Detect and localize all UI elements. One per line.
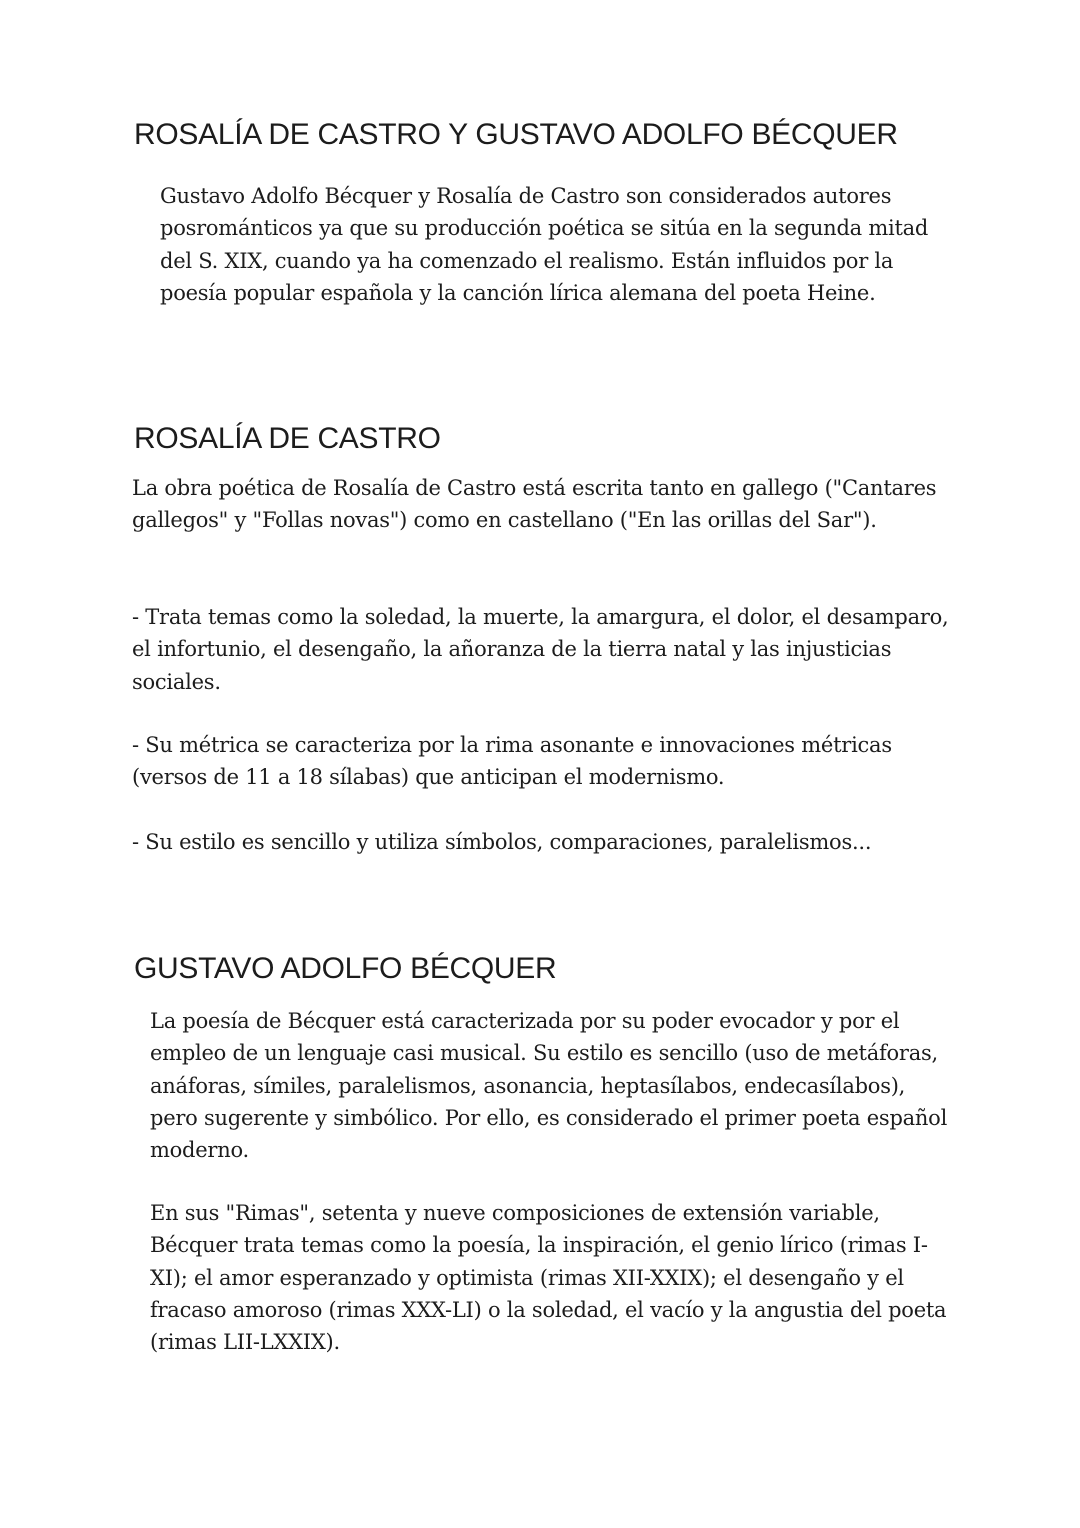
intro-heading: ROSALÍA DE CASTRO Y GUSTAVO ADOLFO BÉCQUER [134,118,898,151]
intro-paragraph: Gustavo Adolfo Bécquer y Rosalía de Castro son considerados autores posrománticos ya que su producción poética se sitúa en la segunda mitad del S. XIX, cuando ya ha comenzado el realismo. Están influidos por la poesía popular española y la canción lírica alemana del poeta Heine. [160,184,929,305]
becquer-paragraph-poesia: La poesía de Bécquer está caracterizada por su poder evocador y por el empleo de un lenguaje casi musical. Su estilo es sencillo (uso de metáforas, anáforas, símiles, paralelismos, asonancia, heptasílabos, endecasílabos), pero sugerente y simbólico. Por ello, es considerado el primer poeta español moderno. [150,1009,948,1163]
rosalia-heading: ROSALÍA DE CASTRO [134,422,441,455]
becquer-paragraph-rimas: En sus "Rimas", setenta y nueve composiciones de extensión variable, Bécquer trata temas como la poesía, la inspiración, el genio lírico (rimas I-XI); el amor esperanzado y optimista (rimas XII-XXIX); el desengaño y el fracaso amoroso (rimas XXX-LI) o la soledad, el vacío y la angustia del poeta (rimas LII-LXXIX). [150,1201,947,1355]
becquer-heading: GUSTAVO ADOLFO BÉCQUER [134,952,557,985]
rosalia-paragraph-obra: La obra poética de Rosalía de Castro está escrita tanto en gallego ("Cantares gallegos" y "Follas novas") como en castellano ("En las orillas del Sar"). [132,476,937,533]
rosalia-paragraph-metrica: - Su métrica se caracteriza por la rima asonante e innovaciones métricas (versos de 11 a 18 sílabas) que anticipan el modernismo. [132,733,892,790]
rosalia-paragraph-temas: - Trata temas como la soledad, la muerte, la amargura, el dolor, el desamparo, el infortunio, el desengaño, la añoranza de la tierra natal y las injusticias sociales. [132,605,949,694]
rosalia-paragraph-estilo: - Su estilo es sencillo y utiliza símbolos, comparaciones, paralelismos... [132,830,872,854]
